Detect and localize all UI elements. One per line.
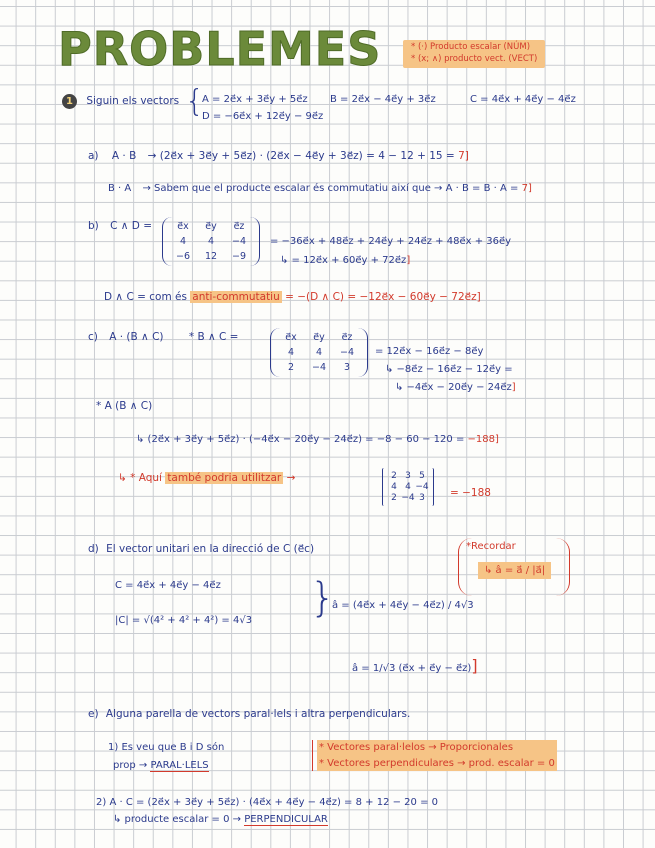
det-cell: 3 bbox=[405, 471, 411, 481]
part-d-text: El vector unitari en la direcció de C (e⃗c) bbox=[106, 543, 315, 555]
matrix-cell: −4 bbox=[311, 362, 326, 373]
part-b-highlight: anti-commutatiu bbox=[192, 291, 280, 303]
det-cell: −4 bbox=[401, 493, 415, 503]
part-e-item-1: 1) Es veu que B i D són bbox=[108, 742, 225, 753]
part-c-matrix bbox=[270, 328, 368, 377]
matrix-cell: 4 bbox=[179, 236, 187, 247]
legend-line-1: * (·) Producto escalar (NÚM) bbox=[411, 42, 531, 52]
part-d-label: d) bbox=[88, 543, 99, 555]
matrix-cell: −9 bbox=[231, 251, 246, 262]
parallel-label: PARAL·LELS bbox=[150, 760, 209, 771]
part-b-result-2: ↳ = 12e⃗x + 60e⃗y + 72e⃗z] bbox=[280, 255, 411, 266]
legend-box bbox=[403, 40, 545, 68]
part-c-aqui: ↳ * Aquí bbox=[118, 472, 162, 484]
matrix-cell: 4 bbox=[207, 236, 215, 247]
part-c-calc-line: ↳ (2e⃗x + 3e⃗y + 5e⃗z) · (−4e⃗x − 20e⃗y − 24e⃗z) = −8 − 60 − 120 = −188] bbox=[136, 434, 499, 445]
page-title: PROBLEMES bbox=[58, 22, 382, 76]
legend-line-2: * (x; ∧) producto vect. (VECT) bbox=[411, 53, 538, 64]
part-c-det-result: = −188 bbox=[450, 487, 491, 499]
part-b-expr: C ∧ D = bbox=[110, 220, 153, 232]
part-b-label: b) bbox=[88, 220, 99, 232]
part-d-line-1 bbox=[88, 543, 314, 555]
matrix-cell: e⃗z bbox=[341, 332, 353, 343]
vector-b: B = 2e⃗x − 4e⃗y + 3e⃗z bbox=[330, 94, 436, 105]
part-c-star-expr: * A (B ∧ C) bbox=[96, 400, 153, 412]
part-e-item-2b: ↳ producte escalar = 0 → PERPENDICULAR bbox=[113, 814, 328, 825]
det-cell: 4 bbox=[391, 482, 397, 492]
det-cell: −4 bbox=[415, 482, 429, 492]
part-c-calc-3: ↳ −4e⃗x − 20e⃗y − 24e⃗z] bbox=[395, 382, 516, 393]
matrix-cell: 4 bbox=[315, 347, 323, 358]
part-e-text: Alguna parella de vectors paral·lels i altra perpendiculars. bbox=[105, 708, 411, 720]
matrix-cell: e⃗x bbox=[177, 221, 189, 232]
part-a-result: 7 bbox=[458, 150, 465, 162]
problem-number-badge: 1 bbox=[62, 94, 77, 109]
part-a-note: → Sabem que el producte escalar és commutatiu així que → A · B = B · A = bbox=[142, 183, 519, 194]
matrix-cell: e⃗z bbox=[233, 221, 245, 232]
det-cell: 3 bbox=[419, 493, 425, 503]
part-c-line-1 bbox=[88, 331, 238, 343]
part-c-calc-2: ↳ −8e⃗z − 16e⃗z − 12e⃗y = bbox=[385, 364, 513, 375]
part-b-result-3: = −(D ∧ C) = −12e⃗x − 60e⃗y − 72e⃗z bbox=[285, 291, 477, 303]
part-b-matrix bbox=[162, 217, 260, 266]
problem-intro: Siguin els vectors bbox=[86, 95, 180, 107]
matrix-cell: e⃗y bbox=[313, 332, 325, 343]
part-e-item-1b: prop → PARAL·LELS bbox=[113, 760, 209, 771]
vector-a: A = 2e⃗x + 3e⃗y + 5e⃗z bbox=[202, 94, 308, 105]
part-d-unit-vector: â = (4e⃗x + 4e⃗y − 4e⃗z) / 4√3 bbox=[332, 600, 474, 611]
part-b-line-2: D ∧ C = com és anti-commutatiu = −(D ∧ C) = −12e⃗x − 60e⃗y − 72e⃗z] bbox=[104, 291, 481, 303]
det-cell: 2 bbox=[391, 493, 397, 503]
part-c-calc-1: = 12e⃗x − 16e⃗z − 8e⃗y bbox=[375, 346, 484, 357]
part-d-c-modulus: |C| = √(4² + 4² + 4²) = 4√3 bbox=[115, 615, 253, 626]
matrix-cell: −4 bbox=[231, 236, 246, 247]
part-b-result-1: = −36e⃗x + 48e⃗z + 24e⃗y + 24e⃗z + 48e⃗x + 36e⃗y bbox=[270, 236, 512, 247]
matrix-cell: 12 bbox=[204, 251, 218, 262]
part-c-determinant bbox=[382, 468, 434, 506]
matrix-cell: −6 bbox=[175, 251, 190, 262]
det-cell: 5 bbox=[419, 471, 425, 481]
matrix-cell: e⃗y bbox=[205, 221, 217, 232]
recordar-formula: ↳ â = a⃗ / |a⃗| bbox=[478, 562, 551, 579]
part-a-expr: A · B bbox=[111, 150, 137, 162]
matrix-cell: 4 bbox=[287, 347, 295, 358]
part-e-line-1 bbox=[88, 708, 410, 720]
part-c-sub-expr: * B ∧ C = bbox=[188, 331, 239, 343]
part-a-expr-2: B · A bbox=[108, 183, 132, 194]
vectors-brace: { bbox=[185, 84, 205, 119]
det-cell: 2 bbox=[391, 471, 397, 481]
part-a-line-1: a) A · B → (2e⃗x + 3e⃗y + 5e⃗z) · (2e⃗x − 4e⃗y + 3e⃗z) = 4 − 12 + 15 = 7] bbox=[88, 150, 469, 162]
part-c-expr: A · (B ∧ C) bbox=[109, 331, 164, 343]
part-d-c-vector: C = 4e⃗x + 4e⃗y − 4e⃗z bbox=[115, 580, 221, 591]
rule-perpendicular: * Vectores perpendiculares → prod. escalar = 0 bbox=[317, 756, 557, 772]
matrix-cell: 2 bbox=[287, 362, 295, 373]
part-a-line-2: B · A → Sabem que el producte escalar és commutatiu així que → A · B = B · A = 7] bbox=[108, 183, 532, 194]
part-a-label: a) bbox=[88, 150, 99, 162]
part-a-calc: → (2e⃗x + 3e⃗y + 5e⃗z) · (2e⃗x − 4e⃗y + 3e⃗z) = 4 − 12 + 15 = bbox=[147, 150, 455, 162]
det-cell: 4 bbox=[405, 482, 411, 492]
part-c-label: c) bbox=[88, 331, 98, 343]
perpendicular-label: PERPENDICULAR bbox=[244, 814, 328, 825]
part-c-result: −188 bbox=[467, 434, 495, 445]
matrix-cell: −4 bbox=[339, 347, 354, 358]
part-e-label: e) bbox=[88, 708, 99, 720]
problem-1-header bbox=[62, 94, 179, 109]
vector-c: C = 4e⃗x + 4e⃗y − 4e⃗z bbox=[470, 94, 576, 105]
rule-parallel: * Vectores paral·lelos → Proporcionales bbox=[317, 740, 557, 756]
part-d-brace: } bbox=[310, 575, 336, 621]
part-a-result-2: 7 bbox=[521, 183, 528, 194]
matrix-cell: 3 bbox=[343, 362, 351, 373]
matrix-cell: e⃗x bbox=[285, 332, 297, 343]
part-e-item-2: 2) A · C = (2e⃗x + 3e⃗y + 5e⃗z) · (4e⃗x + 4e⃗y − 4e⃗z) = 8 + 12 − 20 = 0 bbox=[96, 797, 439, 808]
part-b-expr-2: D ∧ C = com és bbox=[104, 291, 187, 303]
part-c-highlight: també podria utilitzar bbox=[167, 472, 282, 484]
part-b-line-1 bbox=[88, 220, 152, 232]
recordar-label: *Recordar bbox=[466, 541, 516, 552]
part-c-alt bbox=[118, 472, 295, 484]
part-d-unit-vector-simplified: â = 1/√3 (e⃗x + e⃗y − e⃗z)] bbox=[352, 656, 478, 675]
part-c-calc: ↳ (2e⃗x + 3e⃗y + 5e⃗z) · (−4e⃗x − 20e⃗y − 24e⃗z) = −8 − 60 − 120 = bbox=[136, 434, 465, 445]
part-e-rules bbox=[312, 740, 557, 771]
vector-d: D = −6e⃗x + 12e⃗y − 9e⃗z bbox=[202, 111, 324, 122]
part-c-arrow: → bbox=[286, 472, 296, 484]
